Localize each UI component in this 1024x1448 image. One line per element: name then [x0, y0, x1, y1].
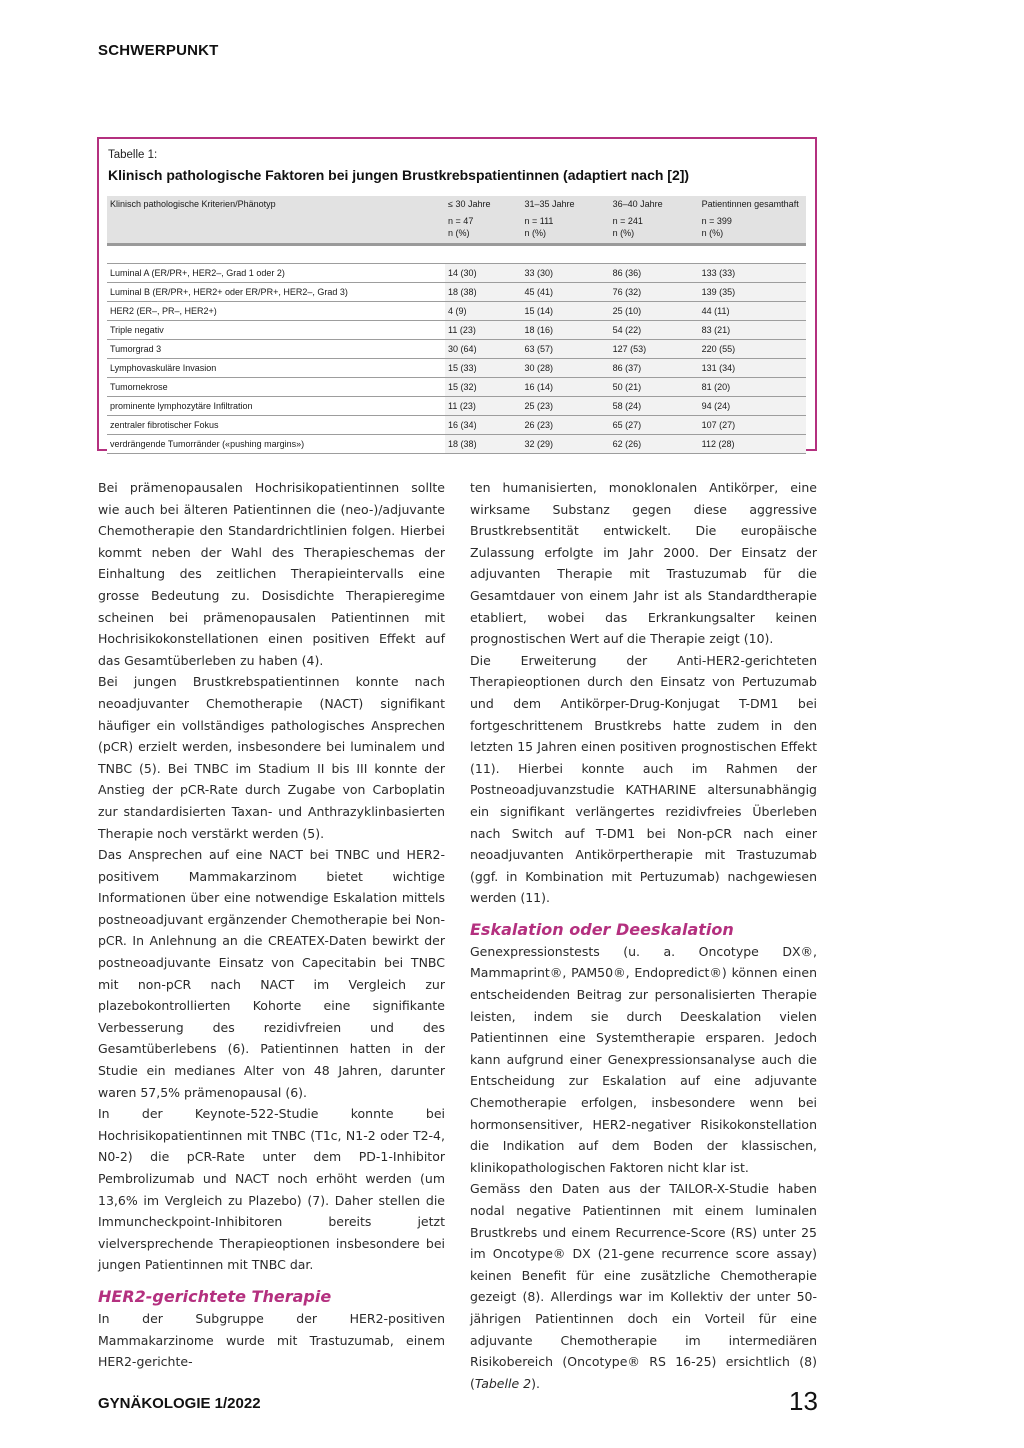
table-cell: 139 (35) [699, 283, 806, 302]
table-cell: Lymphovaskuläre Invasion [107, 359, 445, 378]
table-cell: Tumornekrose [107, 378, 445, 397]
data-table [107, 196, 806, 454]
table-cell: 18 (38) [445, 435, 521, 454]
sample-size-header [699, 213, 806, 245]
paragraph: ten humanisierten, monoklonalen Antikörper, eine wirksame Substanz gegen diese aggressive Brustkrebsentität entwickelt. Die europäische Zulassung erfolgte im Jahr 2000. Der Einsatz der adjuvanten Therapie mit Trastuzumab für die Gesamtdauer von einem Jahr ist als Standardtherapie etabliert, wobei das Erkrankungsalter keinen prognostischen Wert auf die Therapie zeigt (10). [470, 480, 817, 647]
pct-label: n (%) [448, 228, 470, 238]
n-label: n = 241 [612, 216, 643, 226]
pct-label: n (%) [524, 228, 546, 238]
table-cell: 30 (28) [521, 359, 609, 378]
section-label: SCHWERPUNKT [98, 42, 219, 59]
table-cell: verdrängende Tumorränder («pushing margins») [107, 435, 445, 454]
table-row [107, 378, 806, 397]
journal-footer: GYNÄKOLOGIE 1/2022 [98, 1395, 261, 1412]
paragraph: Bei jungen Brustkrebspatientinnen konnte nach neoadjuvanter Chemotherapie (NACT) signifikant häufiger ein vollständiges pathologisches Ansprechen (pCR) erzielt werden, insbesondere bei luminalem und TNBC (5). Bei TNBC im Stadium II bis III konnte der Anstieg der pCR-Rate durch Zugabe von Carboplatin zur standardisierten Taxan- und Anthrazyklinbasierten Therapie noch verstärkt werden (5). [98, 674, 445, 841]
table-reference: Tabelle 2 [474, 1375, 532, 1391]
table-cell: Triple negativ [107, 321, 445, 340]
table-cell: 107 (27) [699, 416, 806, 435]
table-row [107, 340, 806, 359]
paragraph [470, 1178, 817, 1394]
pct-label: n (%) [612, 228, 635, 238]
paragraph: Genexpressionstests (u. a. Oncotype DX®, Mammaprint®, PAM50®, Endopredict®) können einen entscheidenden Beitrag zur personalisierten Therapie leisten, indem sie durch Deeskalation vielen Patientinnen eine Systemtherapie ersparen. Jedoch kann aufgrund einer Genexpressionsanalyse auch die Entscheidung zur Eskalation auf eine adjuvante Chemotherapie erfolgen, insbesondere wenn bei hormonsensitiver, HER2-negativer Risikokonstellation die Indikation auf dem Boden der klassischen, klinikopathologischen Faktoren nicht klar ist. [470, 943, 817, 1175]
sample-size-header [521, 213, 609, 245]
table-cell: 15 (32) [445, 378, 521, 397]
table-row [107, 359, 806, 378]
paragraph: Die Erweiterung der Anti-HER2-gerichteten Therapieoptionen durch den Einsatz von Pertuzumab und dem Antikörper-Drug-Konjugat T-DM1 bei fortgeschrittenem Brustkrebs hatte zudem in den letzten 15 Jahren einen positiven prognostischen Effekt (11). Hierbei konnte auch im Rahmen der Postneoadjuvanzstudie KATHARINE altersunabhängig ein signifikant verlängertes rezidivfreies Überleben nach Switch auf T-DM1 bei Non-pCR nach einer neoadjuvanten Antikörpertherapie mit Trastuzumab (ggf. in Kombination mit Pertuzumab) nachgewiesen werden (11). [470, 652, 817, 906]
table-row [107, 283, 806, 302]
column-header: Klinisch pathologische Kriterien/Phänotyp [107, 196, 445, 213]
column-header: 36–40 Jahre [610, 196, 699, 213]
sample-size-header [610, 213, 699, 245]
table-cell: 26 (23) [521, 416, 609, 435]
table-cell: 94 (24) [699, 397, 806, 416]
table-row [107, 416, 806, 435]
section-heading: HER2-gerichtete Therapie [98, 1286, 332, 1306]
section-heading: Eskalation oder Deeskalation [470, 919, 734, 939]
table-row [107, 397, 806, 416]
table-cell: 58 (24) [610, 397, 699, 416]
table-cell: 131 (34) [699, 359, 806, 378]
table-cell: 112 (28) [699, 435, 806, 454]
table-cell: 4 (9) [445, 302, 521, 321]
table-cell: Luminal B (ER/PR+, HER2+ oder ER/PR+, HER2–, Grad 3) [107, 283, 445, 302]
table-cell: 25 (10) [610, 302, 699, 321]
paragraph: Bei prämenopausalen Hochrisikopatientinnen sollte wie auch bei älteren Patientinnen die (neo-)/adjuvante Chemotherapie den Standardrichtlinien folgen. Hierbei kommt neben der Wahl des Therapieschemas der Einhaltung des zeitlichen Therapieintervalls eine grosse Bedeutung zu. Dosisdichte Therapieregime scheinen bei prämenopausalen Patientinnen mit Hochrisikokonstellationen einen positiven Effekt auf das Gesamtüberleben zu haben (4). [98, 480, 445, 668]
table-cell: 18 (16) [521, 321, 609, 340]
table-cell: 11 (23) [445, 321, 521, 340]
table-cell: 65 (27) [610, 416, 699, 435]
column-header-blank [107, 213, 445, 245]
table-row [107, 435, 806, 454]
table-cell: 32 (29) [521, 435, 609, 454]
table-row [107, 321, 806, 340]
table-row [107, 264, 806, 283]
table-cell: 76 (32) [610, 283, 699, 302]
table-cell: HER2 (ER–, PR–, HER2+) [107, 302, 445, 321]
table-cell: 44 (11) [699, 302, 806, 321]
table-row [107, 302, 806, 321]
table-cell: 54 (22) [610, 321, 699, 340]
table-cell: 62 (26) [610, 435, 699, 454]
n-label: n = 399 [701, 216, 732, 226]
table-cell: 81 (20) [699, 378, 806, 397]
column-header: Patientinnen gesamthaft [699, 196, 806, 213]
pct-label: n (%) [701, 228, 724, 238]
table-cell: 11 (23) [445, 397, 521, 416]
right-text-column [470, 477, 817, 1394]
table-cell: Luminal A (ER/PR+, HER2–, Grad 1 oder 2) [107, 264, 445, 283]
table-cell: 50 (21) [610, 378, 699, 397]
paragraph-text: Gemäss den Daten aus der TAILOR-X-Studie haben nodal negative Patientinnen mit einem luminalen Brustkrebs und einem Recurrence-Score (RS) unter 25 im Oncotype® DX (21-gene recurrence score assay) keinen Benefit für eine zusätzliche Chemotherapie gezeigt (8). Allerdings war im Kollektiv der unter 50-jährigen Patientinnen doch ein Vorteil für eine adjuvante Chemotherapie im intermediären Risikobereich (Oncotype® RS 16-25) ersichtlich (8) ( [470, 1181, 817, 1391]
table-cell: 86 (36) [610, 264, 699, 283]
table-title: Klinisch pathologische Faktoren bei jungen Brustkrebspatientinnen (adaptiert nach [2]) [108, 167, 690, 183]
table-cell: zentraler fibrotischer Fokus [107, 416, 445, 435]
table-cell: 15 (14) [521, 302, 609, 321]
table-cell: 133 (33) [699, 264, 806, 283]
table-cell: prominente lymphozytäre Infiltration [107, 397, 445, 416]
table-box [97, 137, 817, 451]
table-cell: 33 (30) [521, 264, 609, 283]
table-cell: 45 (41) [521, 283, 609, 302]
paragraph-end: ). [531, 1375, 540, 1391]
sample-size-header [445, 213, 521, 245]
table-label: Tabelle 1: [108, 149, 158, 161]
table-cell: 14 (30) [445, 264, 521, 283]
table-cell: Tumorgrad 3 [107, 340, 445, 359]
table-cell: 83 (21) [699, 321, 806, 340]
table-cell: 63 (57) [521, 340, 609, 359]
table-cell: 25 (23) [521, 397, 609, 416]
table-cell: 220 (55) [699, 340, 806, 359]
table-cell: 86 (37) [610, 359, 699, 378]
paragraph: In der Keynote-522-Studie konnte bei Hochrisikopatientinnen mit TNBC (T1c, N1-2 oder T2-4, N0-2) die pCR-Rate unter dem PD-1-Inhibitor Pembrolizumab und NACT noch erhöht werden (um 13,6% im Vergleich zu Plazebo) (7). Daher stellen die Immuncheckpoint-Inhibitoren bereits jetzt vielversprechende Therapieoptionen insbesondere bei jungen Patientinnen mit TNBC dar. [98, 1106, 445, 1273]
table-cell: 127 (53) [610, 340, 699, 359]
paragraph: In der Subgruppe der HER2-positiven Mammakarzinome wurde mit Trastuzumab, einem HER2-gerichte- [98, 1310, 445, 1370]
column-header: ≤ 30 Jahre [445, 196, 521, 213]
n-label: n = 47 [448, 216, 474, 226]
page-number: 13 [789, 1386, 818, 1416]
column-header: 31–35 Jahre [521, 196, 609, 213]
left-text-column [98, 477, 445, 1373]
table-cell: 30 (64) [445, 340, 521, 359]
table-cell: 15 (33) [445, 359, 521, 378]
table-cell: 16 (14) [521, 378, 609, 397]
paragraph: Das Ansprechen auf eine NACT bei TNBC und HER2-positivem Mammakarzinom bietet wichtige Informationen über eine notwendige Eskalation mittels postneoadjuvant ergänzender Chemotherapie bei Non-pCR. In Anlehnung an die CREATEX-Daten bewirkt der postneoadjuvante Einsatz von Capecitabin bei TNBC mit non-pCR nach NACT im Vergleich zur plazebokontrollierten Kohorte eine signifikante Verbesserung des rezidivfreien und des Gesamtüberlebens (6). Patientinnen hatten in der Studie ein medianes Alter von 48 Jahren, darunter waren 57,5% prämenopausal (6). [98, 847, 445, 1100]
n-label: n = 111 [524, 216, 554, 226]
table-cell: 18 (38) [445, 283, 521, 302]
table-cell: 16 (34) [445, 416, 521, 435]
